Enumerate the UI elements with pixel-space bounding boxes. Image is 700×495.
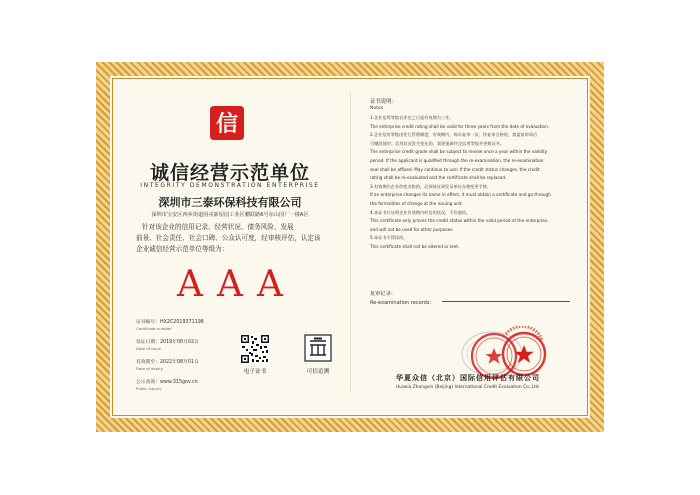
certificate-number: [136, 318, 204, 331]
note-line: seal shall be affixed. May continue to use; If the credit status changes, the credit: [370, 166, 540, 172]
note-line: 4.本证书只证明企业有效期内的信用状况，不作他用。: [370, 209, 471, 215]
certification-statement: [136, 222, 326, 255]
note-line: period. If the applicant is qualified through the re-examination, the re-examination: [370, 157, 544, 163]
note-line: This certificate only proves the credit status within the valid period of the enterprise,: [370, 218, 549, 224]
note-line: The enterprise credit grade shall be subject to review once a year within the validity: [370, 149, 548, 155]
notes-list: [370, 114, 580, 252]
issue-date-value: 2019年08月02日: [160, 340, 199, 345]
panel-divider: [350, 92, 351, 392]
expiry-date-value: 2022年08月01日: [160, 360, 199, 365]
credit-grade: AAA: [177, 264, 297, 305]
note-line: rating shall be re-evaluated and the certificate shall be replaced.: [370, 175, 507, 181]
reexam-signature-line: [442, 301, 570, 302]
notes-heading: [370, 97, 397, 111]
expiry-date-label: 有效期至：: [136, 360, 160, 365]
note-line: 可继续使用；信用状况发生变化的，需要重新评定信用等级并更换证书。: [370, 140, 505, 146]
cert-number-label-en: Certificate number: [136, 326, 172, 331]
trace-code-icon[interactable]: [304, 334, 332, 362]
note-line: If an enterprise changes its name in effect, it must obtain a certificate and go through: [370, 192, 551, 198]
certificate-title-en: INTEGRITY DEMONSTRATION ENTERPRISE: [140, 182, 320, 189]
notes-heading-cn: 证书说明：: [370, 99, 397, 105]
issuer-name: 华夏众信（北京）国际信用评估有限公司: [396, 374, 540, 382]
note-line: and will not be used for other purposes.: [370, 226, 454, 232]
statement-line: 前景、社会责任、社会口碑、公众认可度，经审核评估，认定该: [136, 234, 321, 242]
cert-number-value: HX2C2019371198: [160, 320, 204, 325]
e-certificate-label: 电子证书: [243, 369, 267, 375]
company-address: 深圳市宝安区西乡街道固戍新屋园工业区鹏联路6号东山园厂一楼A区: [151, 212, 309, 218]
expiry-date-label-en: Date of expiry: [136, 366, 163, 371]
company-name: 深圳市三泰环保科技有限公司: [158, 196, 302, 209]
inquiry-site[interactable]: www.315gov.cn: [160, 380, 198, 385]
reexam-records: [370, 290, 431, 306]
notes-heading-en: Notes: [370, 106, 384, 111]
reexam-label: 复审记录：: [370, 291, 396, 297]
note-line: the formalities of change at the issuing unit.: [370, 200, 464, 206]
trace-label: 可信追溯: [306, 369, 330, 375]
integrity-logo-icon: [206, 102, 248, 144]
issuer-name-en: Huaxia Zhongxin (Beijing) International Credit Evaluation Co.,Ltd.: [396, 385, 540, 390]
certificate-title: 诚信经营示范单位: [149, 162, 310, 184]
inquiry-label: 公示查询：: [136, 380, 160, 385]
public-inquiry: [136, 378, 198, 391]
statement-line: 企业诚信经营示范单位等级为：: [136, 245, 229, 253]
inquiry-label-en: Public inquiry: [136, 386, 162, 391]
note-line: 2.企业信用等级由发行管理制度，有效期内，每年复审一次，经复审合格的，加盖复审章后: [370, 132, 538, 138]
logo-glyph: 信: [215, 111, 239, 137]
note-line: This certificate shall not be altered or lent.: [370, 243, 460, 249]
note-line: 5.本证书不得涂改。: [370, 235, 408, 241]
issue-date-label: 发证日期：: [136, 340, 160, 345]
issue-date: [136, 338, 199, 351]
reexam-label-en: Re-examination records:: [370, 300, 432, 306]
statement-line: 针对该企业的信用记录、经营状况、债务风险、发展: [142, 223, 294, 231]
issue-date-label-en: Date of issue: [136, 346, 161, 351]
note-line: The enterprise credit rating shall be valid for three years from the date of evaluation.: [370, 123, 550, 129]
qr-code-icon[interactable]: [240, 334, 270, 364]
cert-number-label: 证书编号：: [136, 320, 160, 325]
note-line: 1.企业信用等级自评定之日起有效期为三年。: [370, 115, 454, 120]
expiry-date: [136, 358, 199, 371]
note-line: 3.有效期内企业改变名称的，必须持证到发证单位办理变更手续。: [370, 183, 492, 189]
